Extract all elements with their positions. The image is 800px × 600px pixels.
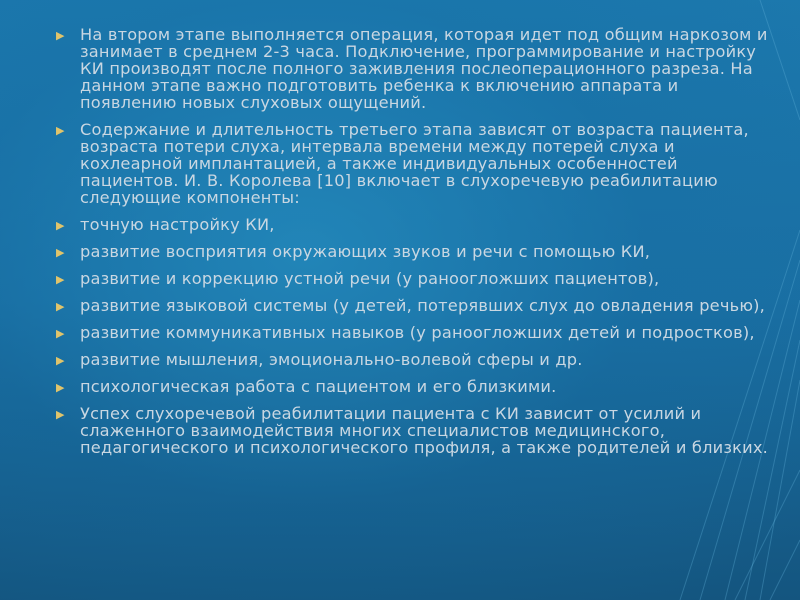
bullet-text: психологическая работа с пациентом и его близкими. — [80, 377, 557, 396]
triangle-right-icon: ▶ — [56, 354, 65, 367]
bullet-item — [56, 243, 776, 260]
bullet-text: развитие мышления, эмоционально-волевой сферы и др. — [80, 350, 583, 369]
bullet-item — [56, 121, 776, 206]
bullet-item — [56, 351, 776, 368]
bullet-text: развитие и коррекцию устной речи (у раноогложших пациентов), — [80, 269, 660, 288]
bullet-list — [56, 26, 776, 456]
bullet-text: развитие коммуникативных навыков (у раноогложших детей и подростков), — [80, 323, 755, 342]
triangle-right-icon: ▶ — [56, 408, 65, 421]
bullet-item — [56, 324, 776, 341]
triangle-right-icon: ▶ — [56, 124, 65, 137]
triangle-right-icon: ▶ — [56, 219, 65, 232]
bullet-item — [56, 216, 776, 233]
triangle-right-icon: ▶ — [56, 327, 65, 340]
triangle-right-icon: ▶ — [56, 300, 65, 313]
bullet-text: На втором этапе выполняется операция, которая идет под общим наркозом и занимает в среднем 2-3 часа. Подключение, программирование и настройку КИ производят после полного заживления послеоперационного разреза. На данном этапе важно подготовить ребенка к включению аппарата и появлению новых слуховых ощущений. — [80, 25, 768, 112]
bullet-item — [56, 26, 776, 111]
bullet-text: точную настройку КИ, — [80, 215, 275, 234]
triangle-right-icon: ▶ — [56, 381, 65, 394]
triangle-right-icon: ▶ — [56, 246, 65, 259]
bullet-text: Успех слухоречевой реабилитации пациента с КИ зависит от усилий и слаженного взаимодействия многих специалистов медицинского, педагогического и психологического профиля, а также родителей и близких. — [80, 404, 769, 457]
bullet-item — [56, 405, 776, 456]
triangle-right-icon: ▶ — [56, 29, 65, 42]
bullet-text: развитие восприятия окружающих звуков и речи с помощью КИ, — [80, 242, 651, 261]
bullet-text: развитие языковой системы (у детей, потерявших слух до овладения речью), — [80, 296, 766, 315]
content-area — [56, 26, 776, 466]
triangle-right-icon: ▶ — [56, 273, 65, 286]
bullet-item — [56, 297, 776, 314]
bullet-text: Содержание и длительность третьего этапа зависят от возраста пациента, возраста потери слуха, интервала времени между потерей слуха и кохлеарной имплантацией, а также индивидуальных особенностей пациентов. И. В. Королева [10] включает в слухоречевую реабилитацию следующие компоненты: — [80, 120, 749, 207]
bullet-item — [56, 378, 776, 395]
bullet-item — [56, 270, 776, 287]
